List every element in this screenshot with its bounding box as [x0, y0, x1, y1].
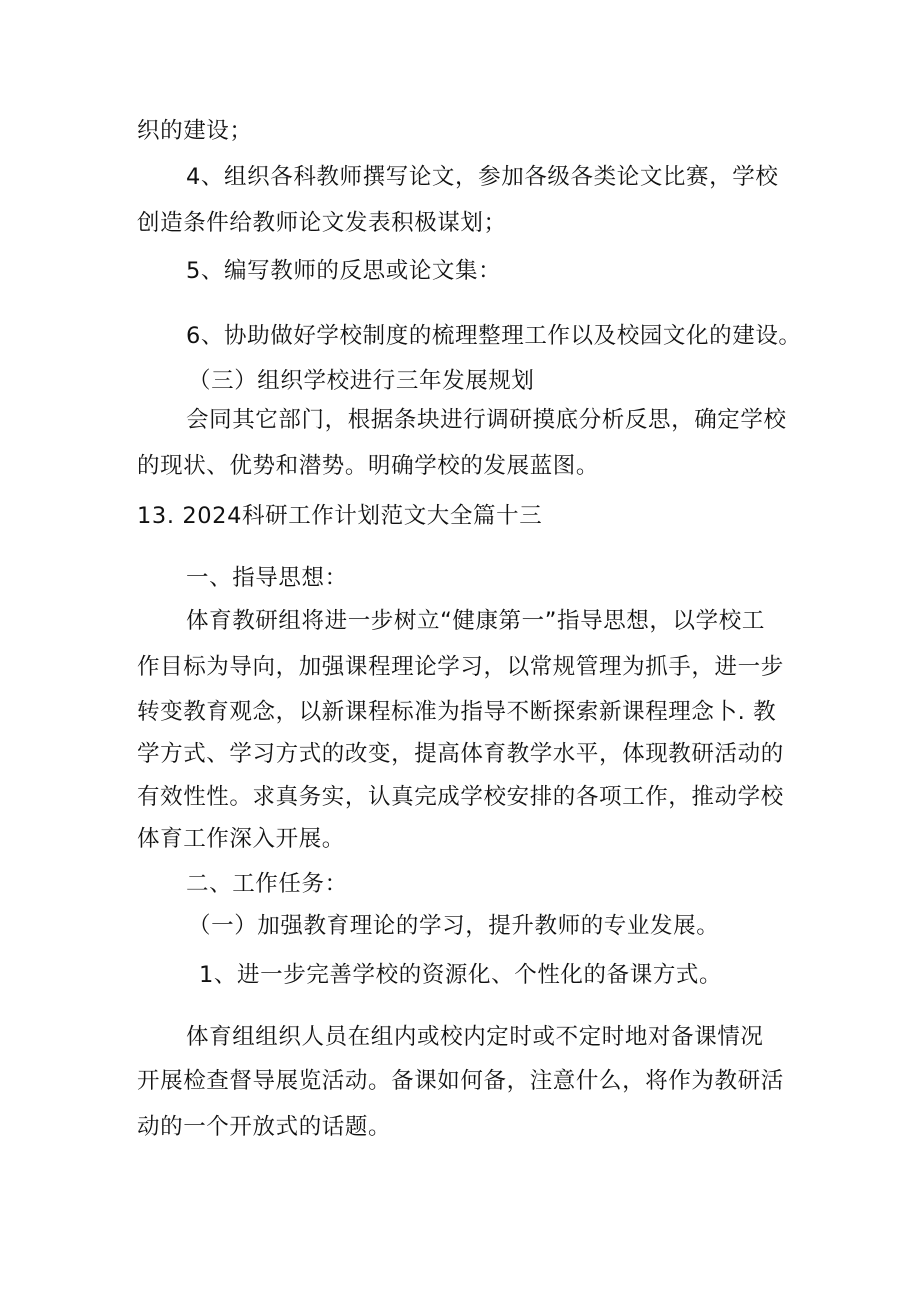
list-item: 6、协助做好学校制度的梳理整理工作以及校园文化的建设。: [186, 323, 802, 349]
list-item: 5、编写教师的反思或论文集：: [186, 258, 502, 284]
text-line: 作目标为导向，加强课程理论学习，以常规管理为抓手，进一步: [137, 654, 784, 680]
text-line: 有效性性。求真务实，认真完成学校安排的各项工作，推动学校: [137, 784, 784, 810]
text-line: 会同其它部门，根据条块进行调研摸底分析反思，确定学校: [186, 407, 787, 433]
text-line: 开展检查督导展览活动。备课如何备，注意什么，将作为教研活: [137, 1068, 784, 1094]
list-item: 1、进一步完善学校的资源化、个性化的备课方式。: [199, 962, 723, 988]
list-item: 4、组织各科教师撰写论文，参加各级各类论文比赛，学校: [186, 164, 779, 190]
text-line: 学方式、学习方式的改变，提高体育教学水平，体现教研活动的: [137, 741, 784, 767]
text-line: 体育教研组将进一步树立“健康第一”指导思想，以学校工: [186, 608, 765, 634]
text-line: 转变教育观念，以新课程标准为指导不断探索新课程理念卜. 教: [137, 699, 777, 725]
text-line: 体育工作深入开展。: [137, 826, 345, 852]
text-line: 体育组组织人员在组内或校内定时或不定时地对备课情况: [186, 1024, 764, 1050]
text-line: 动的一个开放式的话题。: [137, 1114, 392, 1140]
text-line: 的现状、优势和潜势。明确学校的发展蓝图。: [137, 453, 600, 479]
section-heading: 一、指导思想：: [186, 565, 348, 591]
text-line: 织的建设；: [137, 118, 253, 144]
text-line: 创造条件给教师论文发表积极谋划；: [137, 210, 507, 236]
section-heading: （一）加强教育理论的学习，提升教师的专业发展。: [188, 913, 720, 939]
section-heading: 二、工作任务：: [186, 871, 348, 897]
article-title: 13. 2024科研工作计划范文大全篇十三: [137, 503, 543, 529]
section-heading: （三）组织学校进行三年发展规划: [188, 368, 535, 394]
